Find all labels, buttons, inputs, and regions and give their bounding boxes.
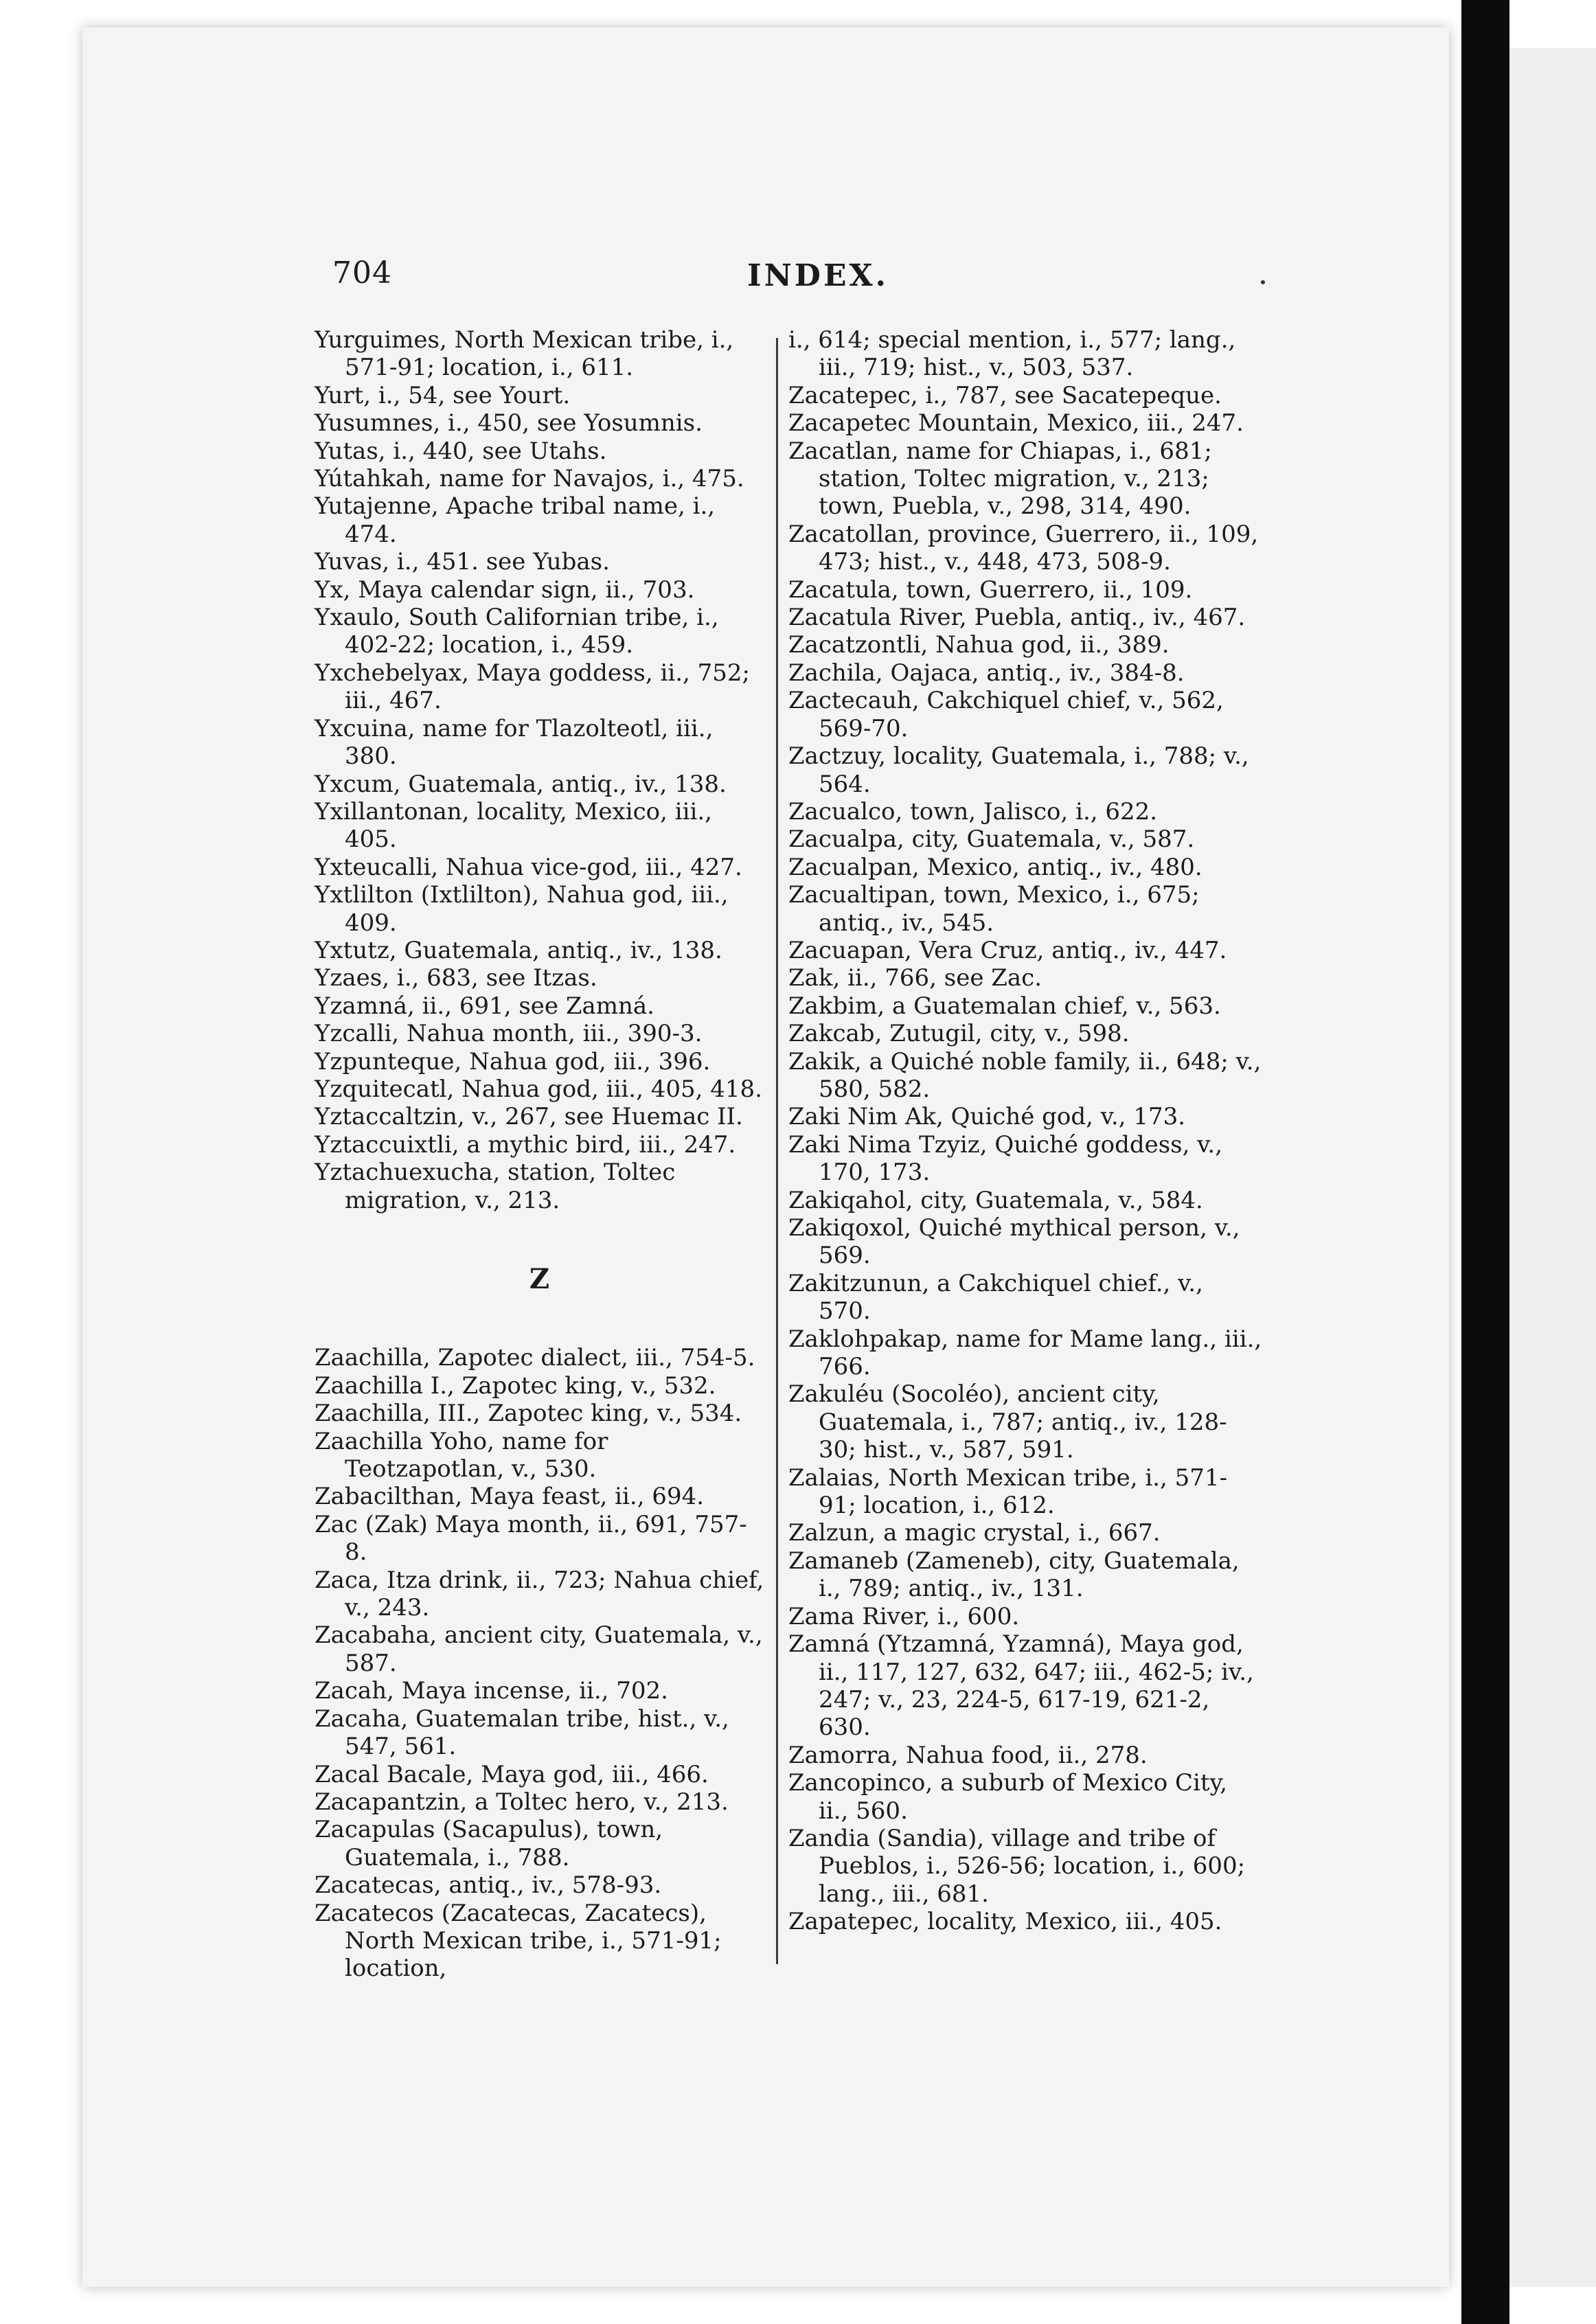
index-entry: Yzaes, i., 683, see Itzas. xyxy=(315,964,597,992)
index-entry: Zachila, Oajaca, antiq., iv., 384-8. xyxy=(788,659,1185,687)
index-entry: Zakitzunun, a Cakchiquel chief., v., 570. xyxy=(788,1269,1203,1325)
index-entry: Zancopinco, a suburb of Mexico City, ii., 560. xyxy=(788,1769,1228,1825)
index-entry: Zaklohpakap, name for Mame lang., iii., 766. xyxy=(788,1325,1262,1381)
index-entry: Zakiqoxol, Quiché mythical person, v., 569. xyxy=(788,1214,1240,1270)
index-entry: Zakcab, Zutugil, city, v., 598. xyxy=(788,1020,1130,1048)
header-speck xyxy=(1261,280,1265,284)
index-entry: Zacatzontli, Nahua god, ii., 389. xyxy=(788,631,1170,659)
adjacent-page-edge xyxy=(1509,48,1596,2287)
index-entry: Zacatecas, antiq., iv., 578-93. xyxy=(315,1871,662,1900)
index-entry: Zalaias, North Mexican tribe, i., 571-91; location, i., 612. xyxy=(788,1463,1228,1520)
index-entry: Zactzuy, locality, Guatemala, i., 788; v., 564. xyxy=(788,742,1249,798)
index-entry: Yxchebelyax, Maya goddess, ii., 752; iii., 467. xyxy=(315,659,750,715)
index-entry: Yxtutz, Guatemala, antiq., iv., 138. xyxy=(315,936,722,964)
index-entry: Yurguimes, North Mexican tribe, i., 571-91; location, i., 611. xyxy=(315,326,734,382)
scan-gutter-shadow xyxy=(1461,0,1509,2324)
index-entry: Zacuapan, Vera Cruz, antiq., iv., 447. xyxy=(788,936,1227,964)
index-entry: Zapatepec, locality, Mexico, iii., 405. xyxy=(788,1908,1222,1936)
index-entry: Yzpunteque, Nahua god, iii., 396. xyxy=(315,1047,711,1075)
index-entry: Zaki Nima Tzyiz, Quiché goddess, v., 170, 173. xyxy=(788,1130,1223,1187)
index-entry: Zacapulas (Sacapulus), town, Guatemala, i., 788. xyxy=(315,1816,663,1871)
index-entry: Zakik, a Quiché noble family, ii., 648; v., 580, 582. xyxy=(788,1047,1262,1103)
index-entry: Zalzun, a magic crystal, i., 667. xyxy=(788,1519,1161,1547)
index-entry: Zac (Zak) Maya month, ii., 691, 757-8. xyxy=(315,1510,747,1567)
index-entry: Yusumnes, i., 450, see Yosumnis. xyxy=(315,409,703,437)
index-entry: Yxcuina, name for Tlazolteotl, iii., 380. xyxy=(315,714,714,771)
index-entry: Yztaccaltzin, v., 267, see Huemac II. xyxy=(315,1103,743,1131)
index-entry: Zabacilthan, Maya feast, ii., 694. xyxy=(315,1483,705,1511)
index-entry: Yutas, i., 440, see Utahs. xyxy=(315,437,607,465)
index-entry: Yurt, i., 54, see Yourt. xyxy=(315,381,571,409)
index-column-left xyxy=(315,326,764,1983)
index-entry: Zamorra, Nahua food, ii., 278. xyxy=(788,1741,1148,1769)
index-entry: Yxteucalli, Nahua vice-god, iii., 427. xyxy=(315,853,742,881)
index-entry: Yzquitecatl, Nahua god, iii., 405, 418. xyxy=(315,1075,762,1103)
index-entry: Zama River, i., 600. xyxy=(788,1602,1020,1630)
index-entry: Zaachilla, III., Zapotec king, v., 534. xyxy=(315,1400,742,1428)
index-entry: Zakbim, a Guatemalan chief, v., 563. xyxy=(788,992,1221,1020)
running-head: INDEX. xyxy=(747,258,889,293)
index-entry: Zacapantzin, a Toltec hero, v., 213. xyxy=(315,1788,729,1816)
index-entry: Zacatula, town, Guerrero, ii., 109. xyxy=(788,576,1193,604)
index-entry: Zacualco, town, Jalisco, i., 622. xyxy=(788,797,1158,825)
index-entry: Zaki Nim Ak, Quiché god, v., 173. xyxy=(788,1103,1186,1131)
index-entry: Zacaha, Guatemalan tribe, hist., v., 547, 561. xyxy=(315,1705,729,1761)
index-column-right xyxy=(788,326,1262,1936)
index-entry: Zacualpan, Mexico, antiq., iv., 480. xyxy=(788,853,1202,881)
index-entry: Yztaccuixtli, a mythic bird, iii., 247. xyxy=(315,1130,736,1159)
index-entry: Yutajenne, Apache tribal name, i., 474. xyxy=(315,492,716,548)
index-entry: Zacatlan, name for Chiapas, i., 681; station, Toltec migration, v., 213; town, Puebla, v., 298, 314, 490. xyxy=(788,437,1212,521)
index-list-z xyxy=(315,1344,764,1982)
index-entry: Zacatollan, province, Guerrero, ii., 109, 473; hist., v., 448, 473, 508-9. xyxy=(788,520,1259,576)
index-entry: Yxtlilton (Ixtlilton), Nahua god, iii., 409. xyxy=(315,881,729,937)
index-entry: Zacatula River, Puebla, antiq., iv., 467. xyxy=(788,604,1246,632)
index-entry: Zacatecos (Zacatecas, Zacatecs), North Mexican tribe, i., 571-91; location, xyxy=(315,1899,722,1983)
index-entry: Zakiqahol, city, Guatemala, v., 584. xyxy=(788,1186,1203,1214)
index-entry: Zaachilla I., Zapotec king, v., 532. xyxy=(315,1371,716,1400)
column-divider xyxy=(776,338,778,1964)
index-entry: Zacualtipan, town, Mexico, i., 675; antiq., iv., 545. xyxy=(788,881,1200,937)
index-entry: Zacah, Maya incense, ii., 702. xyxy=(315,1677,668,1705)
index-entry: Yuvas, i., 451. see Yubas. xyxy=(315,548,610,576)
page-number: 704 xyxy=(332,255,392,290)
index-entry: Yzamná, ii., 691, see Zamná. xyxy=(315,992,654,1020)
index-entry: Yxaulo, South Californian tribe, i., 402-22; location, i., 459. xyxy=(315,604,719,659)
index-entry: Zacabaha, ancient city, Guatemala, v., 587. xyxy=(315,1621,763,1677)
index-entry: Yzcalli, Nahua month, iii., 390-3. xyxy=(315,1020,703,1048)
index-entry: Zactecauh, Cakchiquel chief, v., 562, 569-70. xyxy=(788,687,1224,742)
index-entry: Zacapetec Mountain, Mexico, iii., 247. xyxy=(788,409,1244,437)
index-entry: Zaachilla, Zapotec dialect, iii., 754-5. xyxy=(315,1344,755,1372)
index-entry: Yztachuexucha, station, Toltec migration, v., 213. xyxy=(315,1159,676,1214)
index-list-y xyxy=(315,326,764,1214)
index-entry: i., 614; special mention, i., 577; lang., iii., 719; hist., v., 503, 537. xyxy=(788,326,1236,382)
index-entry: Zandia (Sandia), village and tribe of Pueblos, i., 526-56; location, i., 600; lang., iii., 681. xyxy=(788,1824,1246,1908)
index-entry: Zacatepec, i., 787, see Sacatepeque. xyxy=(788,381,1222,409)
index-entry: Zamaneb (Zameneb), city, Guatemala, i., 789; antiq., iv., 131. xyxy=(788,1547,1240,1603)
index-entry: Zak, ii., 766, see Zac. xyxy=(788,964,1042,992)
index-entry: Zacualpa, city, Guatemala, v., 587. xyxy=(788,825,1195,854)
index-entry: Yxillantonan, locality, Mexico, iii., 405. xyxy=(315,797,712,854)
index-entry: Zamná (Ytzamná, Yzamná), Maya god, ii., 117, 127, 632, 647; iii., 462-5; iv., 247; v., 23, 224-5, 617-19, 621-2, 630. xyxy=(788,1630,1254,1742)
index-entry: Zakuléu (Socoléo), ancient city, Guatemala, i., 787; antiq., iv., 128-30; hist., v., 587, 591. xyxy=(788,1380,1227,1464)
index-list-z-continued xyxy=(788,326,1262,1936)
index-entry: Yx, Maya calendar sign, ii., 703. xyxy=(315,576,695,604)
index-entry: Zacal Bacale, Maya god, iii., 466. xyxy=(315,1760,709,1788)
section-letter-heading: Z xyxy=(529,1263,550,1295)
index-entry: Yxcum, Guatemala, antiq., iv., 138. xyxy=(315,770,727,798)
index-entry: Yútahkah, name for Navajos, i., 475. xyxy=(315,465,744,493)
index-entry: Zaachilla Yoho, name for Teotzapotlan, v., 530. xyxy=(315,1427,608,1483)
index-entry: Zaca, Itza drink, ii., 723; Nahua chief, v., 243. xyxy=(315,1566,764,1622)
